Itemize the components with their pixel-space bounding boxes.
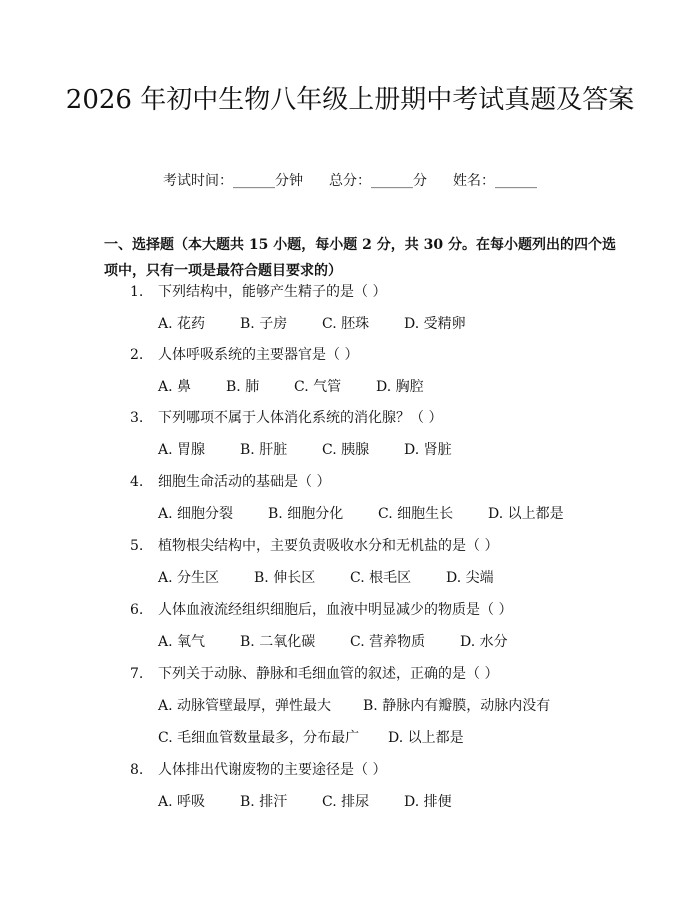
question — [130, 472, 330, 492]
option: B. 肝脏 — [240, 442, 288, 458]
option: D. 尖端 — [446, 570, 494, 586]
question-number: 1. — [130, 284, 144, 300]
total-score-field: 总分：______分 — [329, 173, 427, 189]
question — [130, 282, 386, 302]
option: B. 伸长区 — [254, 570, 316, 586]
question-options — [158, 568, 494, 588]
option: B. 二氧化碳 — [240, 634, 316, 650]
option: C. 排尿 — [322, 794, 370, 810]
question-options — [158, 728, 464, 748]
page-title: 2026 年初中生物八年级上册期中考试真题及答案 — [65, 85, 635, 115]
question-text: 人体呼吸系统的主要器官是（ ） — [158, 347, 359, 363]
question-options — [158, 792, 452, 812]
option: A. 细胞分裂 — [158, 506, 234, 522]
option: B. 肺 — [226, 379, 260, 395]
option: A. 分生区 — [158, 570, 220, 586]
question-text: 植物根尖结构中，主要负责吸收水分和无机盐的是（ ） — [158, 538, 499, 554]
option: A. 呼吸 — [158, 794, 206, 810]
option: C. 胰腺 — [322, 442, 370, 458]
option: B. 静脉内有瓣膜，动脉内没有 — [363, 698, 551, 714]
question-options — [158, 440, 452, 460]
question-text: 人体血液流经组织细胞后，血液中明显减少的物质是（ ） — [158, 602, 513, 618]
question — [130, 600, 512, 620]
question-number: 8. — [130, 762, 144, 778]
option: D. 水分 — [460, 634, 508, 650]
question-options — [158, 314, 466, 334]
option: A. 鼻 — [158, 379, 192, 395]
question-options — [158, 504, 564, 524]
option: C. 气管 — [294, 379, 342, 395]
option: C. 营养物质 — [350, 634, 426, 650]
option: B. 子房 — [240, 316, 288, 332]
option: A. 氧气 — [158, 634, 206, 650]
question — [130, 664, 498, 684]
option: B. 排汗 — [240, 794, 288, 810]
option: A. 花药 — [158, 316, 206, 332]
question — [130, 408, 442, 428]
option: D. 排便 — [404, 794, 452, 810]
question-text: 下列关于动脉、静脉和毛细血管的叙述，正确的是（ ） — [158, 666, 499, 682]
option: B. 细胞分化 — [268, 506, 344, 522]
option: D. 以上都是 — [388, 730, 464, 746]
option: D. 胸腔 — [376, 379, 424, 395]
exam-time-field: 考试时间：______分钟 — [163, 173, 303, 189]
question-text: 下列结构中，能够产生精子的是（ ） — [158, 284, 387, 300]
name-field: 姓名：______ — [453, 173, 537, 189]
option: C. 细胞生长 — [378, 506, 454, 522]
option: A. 动脉管壁最厚，弹性最大 — [158, 698, 332, 714]
question-text: 细胞生命活动的基础是（ ） — [158, 474, 331, 490]
question — [130, 760, 386, 780]
question-text: 下列哪项不属于人体消化系统的消化腺？（ ） — [158, 410, 443, 426]
question-options — [158, 696, 550, 716]
question-number: 2. — [130, 347, 144, 363]
option: C. 胚珠 — [322, 316, 370, 332]
option: A. 胃腺 — [158, 442, 206, 458]
option: C. 毛细血管数量最多，分布最广 — [158, 730, 360, 746]
question-options — [158, 632, 508, 652]
question — [130, 536, 498, 556]
question-number: 5. — [130, 538, 144, 554]
question-number: 4. — [130, 474, 144, 490]
question-options — [158, 377, 424, 397]
question-number: 7. — [130, 666, 144, 682]
question-number: 6. — [130, 602, 144, 618]
section-heading: 一、选择题（本大题共 15 小题，每小题 2 分，共 30 分。在每小题列出的四个选项中，只有一项是最符合题目要求的） — [104, 237, 616, 279]
option: D. 肾脏 — [404, 442, 452, 458]
question-text: 人体排出代谢废物的主要途径是（ ） — [158, 762, 387, 778]
exam-meta — [0, 170, 700, 190]
option: C. 根毛区 — [350, 570, 412, 586]
option: D. 以上都是 — [488, 506, 564, 522]
question-number: 3. — [130, 410, 144, 426]
question — [130, 345, 358, 365]
option: D. 受精卵 — [404, 316, 466, 332]
